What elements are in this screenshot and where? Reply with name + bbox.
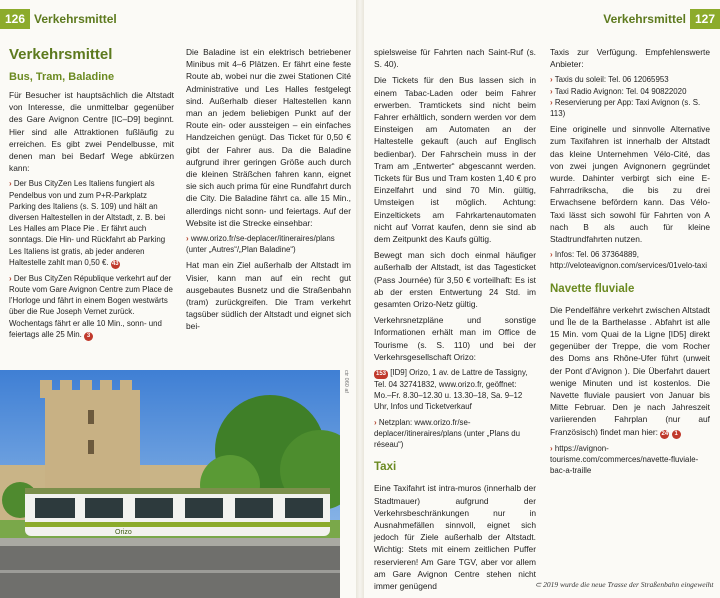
caption-marker-icon: ⊂ [535,580,542,589]
bullet-arrow-icon: › [186,234,189,244]
bullet-taxi-soleil: › Taxis du soleil: Tel. 06 12065953 [550,75,669,85]
taxi-continued-paragraph: Taxis zur Verfügung. Empfehlenswerte Anbieter: [550,47,710,70]
bullet-navette-link: › https://avignon-tourisme.com/commerces/navette-fluviale-bac-a-traille [550,443,699,476]
orizo-info: 153 [ID9] Orizo, 1 av. de Lattre de Tassigny, Tel. 04 32741832, www.orizo.fr, geöffnet: Mo.–Fr. 8.30–12.30 u. 13.30–18, Sa. 9–12 Uhr, Infos und Ticketverkauf [374,368,528,412]
navette-paragraph: Die Pendelfähre verkehrt zwischen Altstadt und Île de la Barthelasse . Abfahrt ist alle 15 Min. vom Quai de la Ligne [ID5] direkt gegenüber der Treppe, die vom Rocher des Doms ans Rhône-Ufer führt (unweit der Pont d’Avignon ). Die Überfahrt dauert wenige Minuten und ist kostenlos. Die Navette fluviale pausiert von Januar bis Mitte Februar. Den je nach Jahreszeit variierenden Fahrplan (nur auf Französisch) findet man hier: 24 1 [550,304,710,437]
section-heading: Verkehrsmittel [9,46,113,63]
map-marker-icon: 24 [661,430,669,437]
right-running-title: Verkehrsmittel [603,12,686,26]
bullet-netzplan: › Netzplan: www.orizo.fr/se-deplacer/itineraires/plans (unter „Plans du réseau“) [374,417,521,450]
bullet-taxi-app: › Reservierung per App: Taxi Avignon (s. S. 113) [550,97,701,119]
left-column-2 [186,46,351,337]
bullet-arrow-icon: › [9,273,12,283]
bullet-taxi-radio: › Taxi Radio Avignon: Tel. 04 90822020 [550,86,687,96]
bullet-arrow-icon: › [374,417,377,427]
taxi-heading: Taxi [374,461,397,474]
velo-cite-paragraph: Eine originelle und sinnvolle Alternative zum Taxifahren ist innerhalb der Altstadt das kleine Unternehmen Vélo-Cité, das von zwei jungen Avignonern gegründet wurde. Dahinter verbirgt sich eine E-Fahrradrikscha, die bis zu drei Erwachsene befördern kann. Das Vélo-Taxi lässt sich sowohl für Fahrten von A nach B als auch für kleine Stadtrundfahrten nutzen. [550,124,710,245]
bullet-cityzen-republique: › Der Bus CityZen République verkehrt auf der Route vom Gare Avignon Centre zum Place de l’Horloge und fährt in einem Bogen westwärts über die Rue Joseph Vernet zurück. Wochentags fährt er alle 10 Min., sonn- und feiertags alle 25 Min. 3 [9,273,173,339]
saint-ruf-paragraph: spielsweise für Fahrten nach Saint-Ruf (s. S. 40). [374,47,536,70]
photo-caption: ⊂ 2019 wurde die neue Trasse der Straßenbahn eingeweiht [535,580,714,589]
bullet-velo-info: › Infos: Tel. 06 37364889, http://veloteavignon.com/services/01velo-taxi [550,250,708,271]
left-page-number: 126 [0,9,30,29]
baladine-paragraph: Die Baladine ist ein elektrisch betriebener Minibus mit 4–6 Plätzen. Er fährt eine feste Route ab, wobei nur die zwei Stationen Cité Administrative und Les Halles festgelegt sind. Außerhalb dieser Haltestellen kann man an jedem beliebigen Punkt auf der Route ein- oder aussteigen – ein einfaches Handzeichen genügt. Das Ticket für 0,50 € gibt der Fahrer aus. Da die Baladine aufgrund ihrer geringen Größe auch durch die kleinen Sträßchen fahren kann, eignet sie sich auch prima für eine Rundfahrt durch die City. Die Baladine fährt ca. alle 15 Min., allerdings nicht sonn- und feiertags. Auf der Website ist die Strecke einsehbar: [186,47,351,228]
taxi-paragraph: Eine Taxifahrt ist intra-muros (innerhalb der Stadtmauer) aufgrund der Verkehrsbeschränkungen nur in Ausnahmefällen sinnvoll, eignet sich jedoch für Ziele außerhalb der Altstadt. Wichtig: Stets mit einem zeitlichen Puffer reservieren! Am Gare TGV, aber vor allem am Gare Avignon Centre stehen nicht immer genügend [374,483,536,591]
right-column-2 [550,46,710,480]
tram-paragraph: Hat man ein Ziel außerhalb der Altstadt im Visier, kann man auf ein recht gut ausgebautes Busnetz und die Straßenbahn (tram) zurückgreifen. Die Tram verkehrt tagsüber südlich der Altstadt und eignet sich bei- [186,260,351,332]
left-running-head [0,9,121,29]
bullet-arrow-icon: › [550,250,553,260]
map-marker-icon: 3 [84,332,93,341]
left-page [0,0,358,598]
tram-photo [0,370,340,598]
right-running-head [599,9,720,29]
map-marker-icon: 1 [672,430,681,439]
photo-credit: ctr 060 af [343,370,349,393]
subheading-bus-tram: Bus, Tram, Baladine [9,71,115,83]
bullet-arrow-icon: › [9,179,12,189]
tram-photo-illustration [0,370,340,598]
intro-paragraph: Für Besucher ist hauptsächlich die Altstadt von Interesse, die unmittelbar gegenüber des Gare Avignon Centre [IC–D9] beginnt. Hier sind alle Attraktionen fußläufig zu erreichen. Es gibt zwei Pendelbusse, mit denen man bei Bedarf Wege abkürzen kann: [9,90,174,174]
left-running-title: Verkehrsmittel [34,12,117,26]
right-page [362,0,720,598]
bullet-cityzen-italiens: › Der Bus CityZen Les Italiens fungiert als Pendelbus von und zum P+R-Parkplatz Parking des Italiens (s. S. 109) und hält an diversen Haltestellen in der Altstadt, z. B. bei Les Halles am Place Pie . Er fährt auch sonntags. Die Hin- und Rückfahrt ab Parking Les Italiens ist gratis, ab jeder anderen Haltestelle zahlt man 0,50 €. 43 [9,179,166,267]
tickets-paragraph: Die Tickets für den Bus lassen sich in einem Tabac-Laden oder beim Fahrer erwerben. Tramtickets sind nicht beim Fahrer erhältlich, sondern werden vor dem Einsteigen am Automaten an der Haltestelle gekauft (auch auf Englisch bedienbar). Der Fahrschein muss in der Tram am „Entwerter“ abgescannt werden. Tickets für Bus und Tram kosten 1,40 € pro Einzelfahrt und sind 70 Min. gültig, Umsteigen ist möglich. Achtung: Einzeltickets am Fahrkartenautomaten nicht auf Vorrat kaufen, denn sie sind ab dem Zeitpunkt des Kaufs gültig. [374,75,536,245]
bullet-arrow-icon: › [550,86,553,96]
bullet-arrow-icon: › [550,97,553,107]
orizo-info-paragraph: Verkehrsnetzpläne und sonstige Informationen erhält man im Office de Tourisme (s. S. 110) und bei der Verkehrsgesellschaft Orizo: [374,315,536,362]
left-column-1 [9,46,174,345]
right-page-number: 127 [690,9,720,29]
bullet-arrow-icon: › [550,443,553,453]
bullet-arrow-icon: › [550,75,553,85]
navette-heading: Navette fluviale [550,282,635,295]
tagesticket-paragraph: Bewegt man sich doch einmal häufiger außerhalb der Altstadt, ist das Tagesticket (Pass Journée) für 3,50 € vorteilhaft: Es ist ab der ersten Entwertung 24 Std. im gesamten Orizo-Netz gültig. [374,250,536,310]
map-marker-icon: 43 [111,260,119,267]
map-marker-icon: 153 [376,371,387,378]
tram-logo-label: Orizo [115,529,132,536]
right-column-1 [374,46,536,596]
bullet-baladine-link: › www.orizo.fr/se-deplacer/itineraires/plans (unter „Autres“/„Plan Baladine“) [186,234,335,255]
